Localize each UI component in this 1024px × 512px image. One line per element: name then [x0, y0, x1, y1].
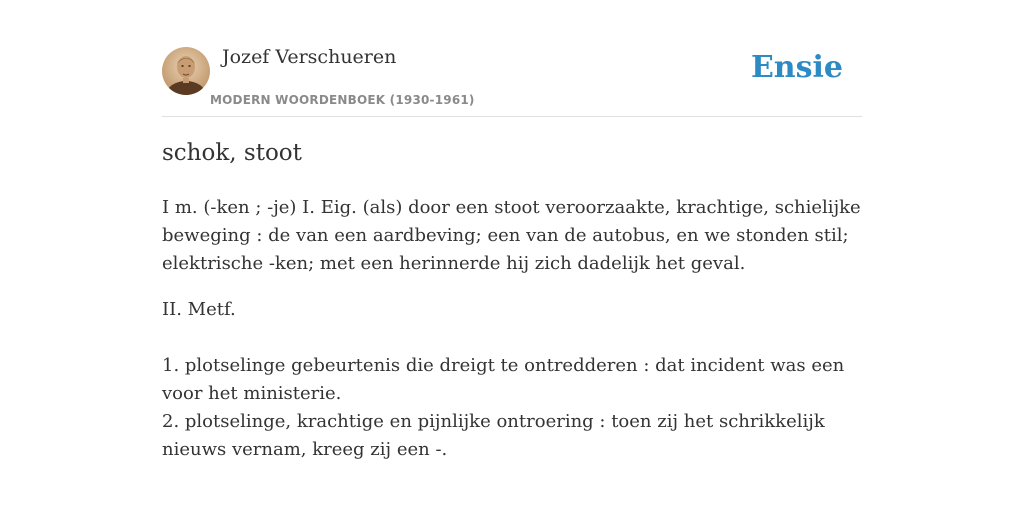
entry-content	[162, 136, 862, 482]
sense-item: 1. plotselinge gebeurtenis die dreigt te ontredderen : dat incident was een voor het ministerie.	[162, 355, 845, 404]
author-name-link[interactable]: Jozef Verschueren	[222, 46, 397, 68]
sense-item: 2. plotselinge, krachtige en pijnlijke ontroering : toen zij het schrikkelijk nieuws vernam, kreeg zij een -.	[162, 411, 825, 460]
avatar[interactable]	[162, 47, 210, 95]
header	[162, 45, 862, 117]
section-heading: II. Metf.	[162, 299, 236, 320]
definition-paragraph: I m. (-ken ; -je) I. Eig. (als) door een stoot veroorzaakte, krachtige, schielijke beweging : de van een aardbeving; een van de autobus, en we stonden stil; elektrische -ken; met een herinnerde hij zich dadelijk het geval.	[162, 197, 861, 274]
entry-term: schok, stoot	[162, 140, 302, 166]
brand-logo-link[interactable]: Ensie	[750, 50, 843, 85]
source-title: MODERN WOORDENBOEK (1930-1961)	[210, 93, 475, 107]
sense-list	[162, 352, 862, 464]
author-portrait-icon	[162, 47, 210, 95]
